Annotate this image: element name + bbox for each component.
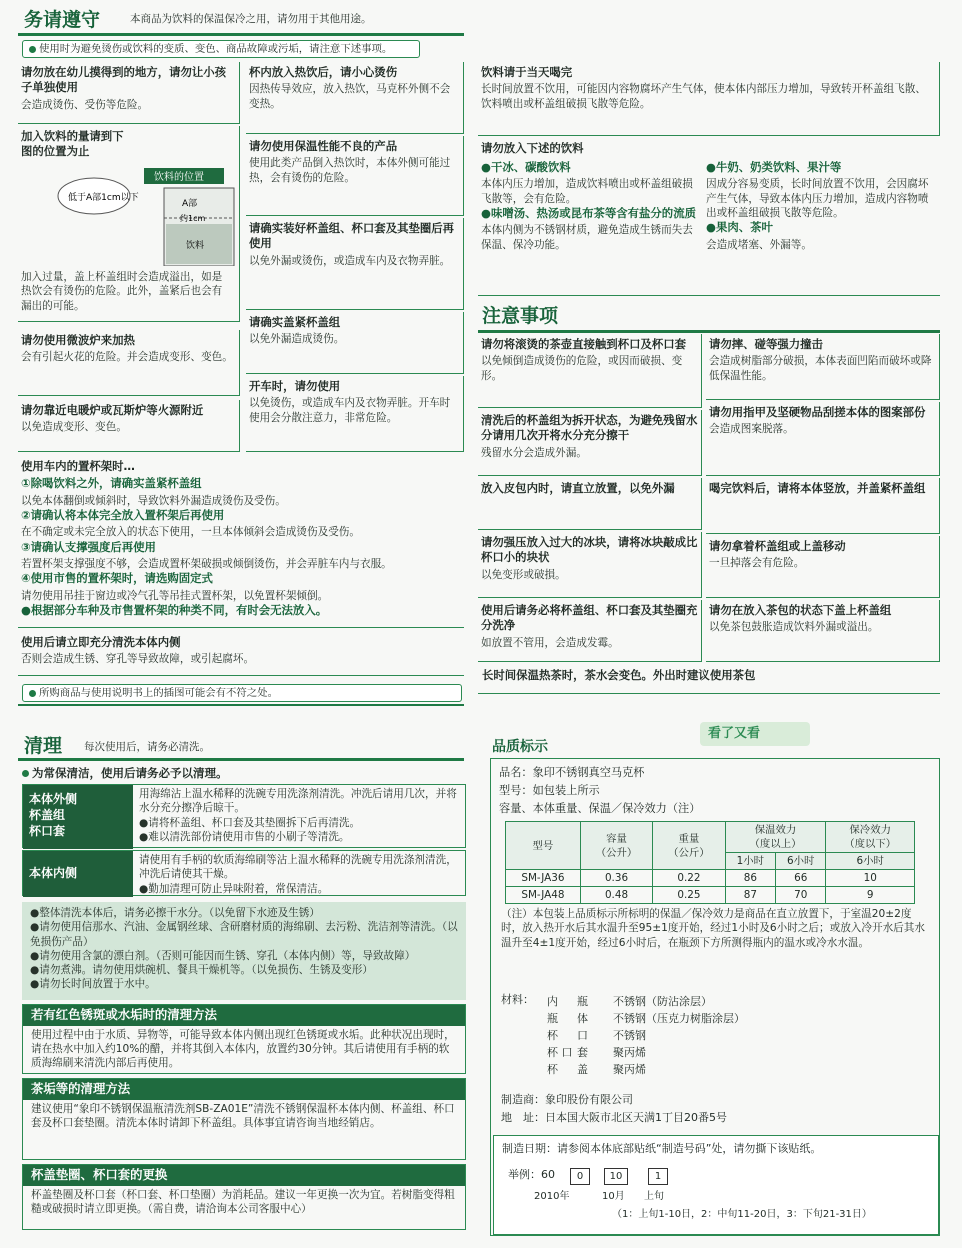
caution-item-title: 请勿摔、碰等强力撞击 xyxy=(709,337,823,351)
material-label: 材料： xyxy=(501,993,534,1006)
diagram-tag: 饮料的位置 xyxy=(154,172,204,183)
quality-name: 品名：象印不锈钢真空马克杯 xyxy=(499,766,645,779)
spec-cell: 0.48 xyxy=(580,887,652,904)
caution-item-title: 清洗后的杯盖组为拆开状态，为避免残留水分请用几次开将水分充分擦干 xyxy=(481,413,698,443)
car-item-desc: 以免本体翻倒或倾斜时，导致饮料外漏造成烫伤及受伤。 xyxy=(21,494,286,507)
caution-item-desc: 残留水分会造成外漏。 xyxy=(481,446,587,459)
caution-item xyxy=(478,532,702,598)
quality-note: （注）本包装上品质标示所标明的保温／保冷效力是商品在直立放置下，于室温20±2度时，放入热开水后其水温升至95±1度开始，经过1小时及6小时之后；或放入冷开水后其水温升至4±1度开始，经过6小时后，在瓶颈下方所测得瓶内的温水或冷水水温。 xyxy=(501,908,925,949)
warning-title: 请确实盖紧杯盖组 xyxy=(249,315,341,329)
warning-desc: 以免造成变形、变色。 xyxy=(21,421,127,434)
clean-bullet: ●请勿使用含氯的漂白剂。（否则可能因而生锈、穿孔（本体内侧）等，导致故障） xyxy=(30,949,416,962)
material-part: 内 xyxy=(547,995,558,1008)
spec-cell: SM-JA36 xyxy=(506,870,581,887)
caution-item-title: 请勿拿着杯盖组或上盖移动 xyxy=(709,539,846,553)
warning-desc: 会有引起火花的危险。并会造成变形、变色。 xyxy=(21,351,233,364)
caution-item xyxy=(706,600,940,662)
car-item-title: ④使用市售的置杯架时，请选购固定式 xyxy=(21,571,213,586)
date-month: 10月 xyxy=(602,1191,625,1202)
caution-item xyxy=(706,536,940,598)
spec-header: 6小时 xyxy=(776,853,826,870)
figure-note-text: 所购商品与使用说明书上的插图可能会有不符之处。 xyxy=(39,687,278,699)
warning-assemble xyxy=(246,218,464,310)
clean-row-interior xyxy=(22,850,466,896)
caution-bottom xyxy=(478,664,940,694)
caution-item-title: 放入皮包内时，请直立放置，以免外漏 xyxy=(481,481,675,495)
table-row xyxy=(506,870,915,887)
gasket-section xyxy=(22,1164,466,1230)
car-item-title: ●根据部分车种及市售置杯架的种类不同，有时会无法放入。 xyxy=(21,603,328,618)
date-period: 上旬 xyxy=(644,1191,664,1202)
clean-row-text: 请使用有手柄的软质海绵刷等沾上温水稀释的洗碗专用洗涤剂清洗，冲洗后请使其干燥。 ●勤加清理可防止异味附着，常保清洁。 xyxy=(139,854,457,895)
warning-fill-level xyxy=(18,126,240,322)
caution-item-desc: 以免变形或破損。 xyxy=(481,568,566,581)
maker: 制造商：象印股份有限公司 xyxy=(501,1093,633,1106)
address: 地 址：日本国大阪市北区天满1丁目20番5号 xyxy=(501,1111,727,1124)
spec-cell: 10 xyxy=(826,870,915,887)
spec-header: 保温效力 （度以上） xyxy=(725,822,826,853)
warning-children xyxy=(18,62,240,124)
material-value: 聚丙烯 xyxy=(613,1063,646,1076)
watermark-text: 看了又看 xyxy=(708,726,761,741)
material-value: 聚丙烯 xyxy=(613,1046,646,1059)
material-value: 不锈钢（压克力树脂涂层） xyxy=(613,1012,745,1025)
spec-cell: 0.36 xyxy=(580,870,652,887)
warning-fire xyxy=(18,400,240,452)
warning-desc: 以免外漏或烫伤，或造成车内及衣物弄脏。 xyxy=(249,254,451,267)
forbid-desc: 本体内侧为不锈钢材质，避免造成生锈而失去保温、保冷功能。 xyxy=(481,224,693,251)
clean-bullet: ●整体清洗本体后，请务必擦干水分。（以免留下水迹及生锈） xyxy=(30,907,320,919)
warning-hot xyxy=(246,62,464,134)
caution-item xyxy=(478,478,702,530)
car-holder-section xyxy=(18,456,464,628)
material-part: 套 xyxy=(577,1046,588,1059)
clean-row-label: 本体内侧 xyxy=(23,851,133,897)
warning-forbidden-drinks xyxy=(478,138,940,296)
date-digit: 0 xyxy=(570,1168,590,1185)
caution-item-desc: 一旦掉落会有危险。 xyxy=(709,557,805,570)
spec-header: 保冷效力 （度以下） xyxy=(826,822,915,853)
car-item-desc: 若置杯架支撑强度不够，会造成置杯架破损或倾倒烫伤，并会弄脏车内与衣服。 xyxy=(21,558,392,571)
header-rule xyxy=(18,33,464,36)
clean-row-label: 本体外侧 杯盖组 杯口套 xyxy=(23,785,133,849)
bullet-icon xyxy=(29,46,36,53)
caution-item xyxy=(706,402,940,476)
tea-text: 建议使用“象印不锈钢保温瓶清洗剂SB-ZA01E”清洗不锈钢保温杯本体内侧、杯盖组、杯口套及杯口套垫圈。清洗本体时请卸下杯盖组。具体事宜请咨询当地经销店。 xyxy=(31,1102,455,1130)
date-digit: 1 xyxy=(648,1168,668,1185)
clean-bullet: ●请勿长时间放置于水中。 xyxy=(30,978,156,991)
material-value: 不锈钢 xyxy=(613,1029,646,1042)
clean-title: 清理 xyxy=(24,735,63,757)
warning-desc: 使用此类产品倒入热饮时，本体外侧可能过热，会有烫伤的危险。 xyxy=(249,157,451,184)
tea-stain-section xyxy=(22,1078,466,1160)
warning-title: 加入饮料的量请到下图的位置为止 xyxy=(21,129,124,159)
caution-item-title: 喝完饮料后，请将本体竖放，并盖紧杯盖组 xyxy=(709,481,926,495)
material-value: 不锈钢（防沾涂层） xyxy=(613,995,712,1008)
gasket-text: 杯盖垫圈及杯口套（杯口套、杯口垫圈）为消耗品。建议一年更换一次为宜。若树脂变得粗糙或破损时请立即更换。（需自费，请洽询本公司客服中心） xyxy=(31,1188,455,1216)
diagram-note: 低于A部1cm以下 xyxy=(68,193,139,203)
caution-item xyxy=(706,334,940,400)
rinse-section xyxy=(18,632,464,676)
warning-desc: 以免烫伤，或造成车内及衣物弄脏。开车时使用会分散注意力，非常危险。 xyxy=(249,397,451,424)
table-row xyxy=(506,887,915,904)
safety-subtitle: 本商品为饮料的保温保冷之用，请勿用于其他用途。 xyxy=(130,13,372,25)
divider xyxy=(18,704,464,706)
quality-model: 型号：如包装上所示 xyxy=(499,784,600,797)
forbid-item: ●果肉、茶叶 xyxy=(706,220,773,235)
spec-table xyxy=(505,821,915,904)
spec-header: 1小时 xyxy=(725,853,775,870)
car-item-desc: 在不确定或未完全放入的状态下使用，一旦本体倾斜会造成烫伤及受伤。 xyxy=(21,526,360,539)
material-part: 盖 xyxy=(577,1063,588,1076)
warning-title: 请勿使用微波炉来加热 xyxy=(21,333,135,347)
spec-cell: 86 xyxy=(725,870,775,887)
quality-panel xyxy=(490,758,940,1236)
overfill-desc: 加入过量，盖上杯盖组时会造成溢出，如是热饮会有烫伤的危险。此外，盖紧后也会有漏出的可能。 xyxy=(21,271,223,312)
tea-title: 茶垢等的清理方法 xyxy=(23,1079,465,1100)
diagram-cm-label: 约1cm xyxy=(180,214,206,223)
date-digit: 10 xyxy=(604,1168,628,1185)
clean-notice-text: 为常保清洁，使用后请务必予以清理。 xyxy=(32,766,228,780)
clean-bullet: ●请勿煮沸。请勿使用烘碗机、餐具干燥机等。（以免损伤、生锈及变形） xyxy=(30,964,373,977)
safety-title: 务请遵守 xyxy=(24,9,101,31)
material-list xyxy=(547,993,847,1078)
material-part: 口 xyxy=(577,1029,588,1042)
car-title: 使用车内的置杯架时… xyxy=(21,459,135,473)
car-item-title: ③请确认支撑强度后再使用 xyxy=(21,539,156,554)
date-year: 2010年 xyxy=(534,1191,570,1202)
spec-cell: 70 xyxy=(776,887,826,904)
safety-notice xyxy=(22,40,420,58)
rinse-title: 使用后请立即充分清洗本体内侧 xyxy=(21,635,181,649)
warning-title: 杯内放入热饮后，请小心烫伤 xyxy=(249,65,398,79)
spec-cell: 87 xyxy=(725,887,775,904)
quality-capacity: 容量、本体重量、保温／保冷效力（注） xyxy=(499,802,701,815)
forbid-desc: 本体内压力增加，造成饮料喷出或杯盖组破损飞散等，会有危险。 xyxy=(481,178,693,205)
caution-item-title: 请勿用指甲及坚硬物品刮搓本体的图案部份 xyxy=(709,405,926,419)
manufacture-date-box xyxy=(493,1135,939,1235)
warning-desc: 因热传导效应，放入热饮，马克杯外侧不会变热。 xyxy=(249,83,451,110)
caution-item-desc: 以免倾倒造成烫伤的危险，或因而破损、变形。 xyxy=(481,355,683,382)
diagram-a-label: A部 xyxy=(182,199,198,209)
spec-cell: 66 xyxy=(776,870,826,887)
caution-item-desc: 会造成图案脱落。 xyxy=(709,423,794,436)
rust-text: 使用过程中由于水质、异物等，可能导致本体内侧出现红色锈斑或水垢。此种状况出现时，请在热水中加入约10%的醋，并将其倒入本体内，放置约30分钟。其后请使用有手柄的软质海绵刷来清洗内部后再使用。 xyxy=(31,1028,455,1070)
spec-cell: 0.22 xyxy=(653,870,725,887)
spec-cell: SM-JA48 xyxy=(506,887,581,904)
date-example: 举例：60 xyxy=(508,1168,555,1181)
material-part: 杯 口 xyxy=(547,1046,573,1059)
warning-desc: 会造成烫伤、受伤等危险。 xyxy=(21,98,149,111)
material-part: 瓶 xyxy=(577,995,588,1008)
caution-item-desc: 如放置不管用，会造成发霉。 xyxy=(481,636,619,649)
warning-desc: 长时间放置不饮用，可能因内容物腐坏产生气体，使本体内部压力增加，导致转开杯盖组飞散、饮料喷出或杯盖组破损飞散等危险。 xyxy=(481,83,926,110)
caution-item-title: 请勿强压放入过大的冰块，请将冰块敲成比杯口小的块状 xyxy=(481,535,698,565)
car-item-desc: 请勿使用吊挂于窗边或冷气孔等吊挂式置杯架，以免置杯架倾倒。 xyxy=(21,589,329,602)
spec-cell: 9 xyxy=(826,887,915,904)
forbid-item: ●味噌汤、热汤或昆布茶等含有盐分的流质 xyxy=(481,205,696,220)
rinse-desc: 否则会造成生锈、穿孔等导致故障，或引起腐坏。 xyxy=(21,653,255,666)
spec-header: 型号 xyxy=(506,822,581,870)
material-row xyxy=(547,1044,847,1061)
caution-item xyxy=(478,334,702,408)
warning-title: 饮料请于当天喝完 xyxy=(481,65,573,79)
rust-section xyxy=(22,1004,466,1074)
forbid-desc: 会造成堵塞、外漏等。 xyxy=(706,238,812,251)
spec-cell: 0.25 xyxy=(653,887,725,904)
caution-item-title: 请勿将滚烫的茶壶直接触到杯口及杯口套 xyxy=(481,337,687,351)
caution-item xyxy=(478,410,702,476)
gasket-title: 杯盖垫圈、杯口套的更换 xyxy=(23,1165,465,1186)
material-row xyxy=(547,1061,847,1078)
material-row xyxy=(547,1010,847,1027)
caution-rule xyxy=(478,330,940,333)
caution-bottom-text: 长时间保温热茶时，茶水会变色。外出时建议使用茶包 xyxy=(482,668,756,682)
warning-title: 请勿放入下述的饮料 xyxy=(481,141,584,155)
warning-microwave xyxy=(18,330,240,396)
warning-today xyxy=(478,62,940,136)
spec-header: 6小时 xyxy=(826,853,915,870)
warning-title: 请勿靠近电暖炉或瓦斯炉等火源附近 xyxy=(21,403,204,417)
date-legend: （1：上旬1-10日，2：中旬11-20日，3：下旬21-31日） xyxy=(612,1209,872,1220)
warning-poor-product xyxy=(246,136,464,216)
forbid-item: ●干冰、碳酸饮料 xyxy=(481,160,571,174)
car-item-title: ②请确认将本体完全放入置杯架后再使用 xyxy=(21,508,225,523)
forbid-desc: 因成分容易变质，长时间放置不饮用，会因腐坏产生气体，导致本体内压力增加，造成内容物喷出或杯盖组破损飞散等危险。 xyxy=(706,178,929,219)
clean-notice xyxy=(22,766,228,782)
caution-item xyxy=(478,600,702,662)
warning-title: 请勿使用保温性能不良的产品 xyxy=(249,139,398,153)
warning-title: 请勿放在幼儿摸得到的地方，请勿让小孩子单独使用 xyxy=(21,65,227,95)
quality-title: 品质标示 xyxy=(492,739,548,755)
caution-item-title: 使用后请务必将杯盖组、杯口套及其垫圈充分洗净 xyxy=(481,603,698,633)
material-part: 杯 xyxy=(547,1029,558,1042)
rust-title: 若有红色锈斑或水垢时的清理方法 xyxy=(23,1005,465,1026)
warning-close-lid xyxy=(246,312,464,374)
caution-item-desc: 以免茶包鼓胀造成饮料外漏或溢出。 xyxy=(709,621,879,634)
caution-item-title: 请勿在放入茶包的状态下盖上杯盖组 xyxy=(709,603,892,617)
material-row xyxy=(547,1027,847,1044)
clean-row-exterior xyxy=(22,784,466,848)
warning-title: 请确实装好杯盖组、杯口套及其垫圈后再使用 xyxy=(249,221,455,251)
warning-desc: 以免外漏造成烫伤。 xyxy=(249,333,345,346)
bullet-icon xyxy=(29,690,36,697)
safety-notice-text: 使用时为避免烫伤或饮料的变质、变色、商品故障或污垢，请注意下述事项。 xyxy=(39,43,393,55)
clean-row-text: 用海绵沾上温水稀释的洗碗专用洗涤剂清洗。冲洗后请用几次，并将水分充分擦净后晾干。 ●请将杯盖组、杯口套及其垫圈拆下后再清洗。 ●难以清洗部份请使用市售的小刷子等清洗。 xyxy=(139,788,457,843)
material-part: 体 xyxy=(577,1012,588,1025)
material-part: 杯 xyxy=(547,1063,558,1076)
clean-subtitle: 每次使用后，请务必清洗。 xyxy=(84,741,210,753)
bullet-icon xyxy=(22,770,29,777)
material-row xyxy=(547,993,847,1010)
caution-item-desc: 会造成树脂部分破损，本体表面凹陷而破坏或降低保温性能。 xyxy=(709,355,932,382)
caution-title: 注意事项 xyxy=(482,305,559,327)
material-part: 瓶 xyxy=(547,1012,558,1025)
warning-driving xyxy=(246,376,464,452)
clean-bullet: ●请勿使用信那水、汽油、金属钢丝球、含研磨材质的海绵刷、去污粉、洗洁剂等清洗。（以免损伤产品） xyxy=(30,921,458,948)
spec-header: 重量 （公斤） xyxy=(653,822,725,870)
clean-bullets xyxy=(22,902,466,1000)
watermark-logo xyxy=(700,722,810,746)
forbid-item: ●牛奶、奶类饮料、果汁等 xyxy=(706,160,842,174)
diagram-drink-label: 饮料 xyxy=(186,241,205,251)
figure-note xyxy=(22,684,462,702)
date-text: 制造日期：请参阅本体底部贴纸“制造号码”处，请勿撕下该贴纸。 xyxy=(502,1142,822,1155)
car-item-title: ①除喝饮料之外，请确实盖紧杯盖组 xyxy=(21,476,202,491)
warning-title: 开车时，请勿使用 xyxy=(249,379,341,393)
caution-item xyxy=(706,478,940,534)
fill-level-diagram xyxy=(54,166,254,266)
clean-rule xyxy=(18,758,464,761)
spec-header: 容量 （公升） xyxy=(580,822,652,870)
